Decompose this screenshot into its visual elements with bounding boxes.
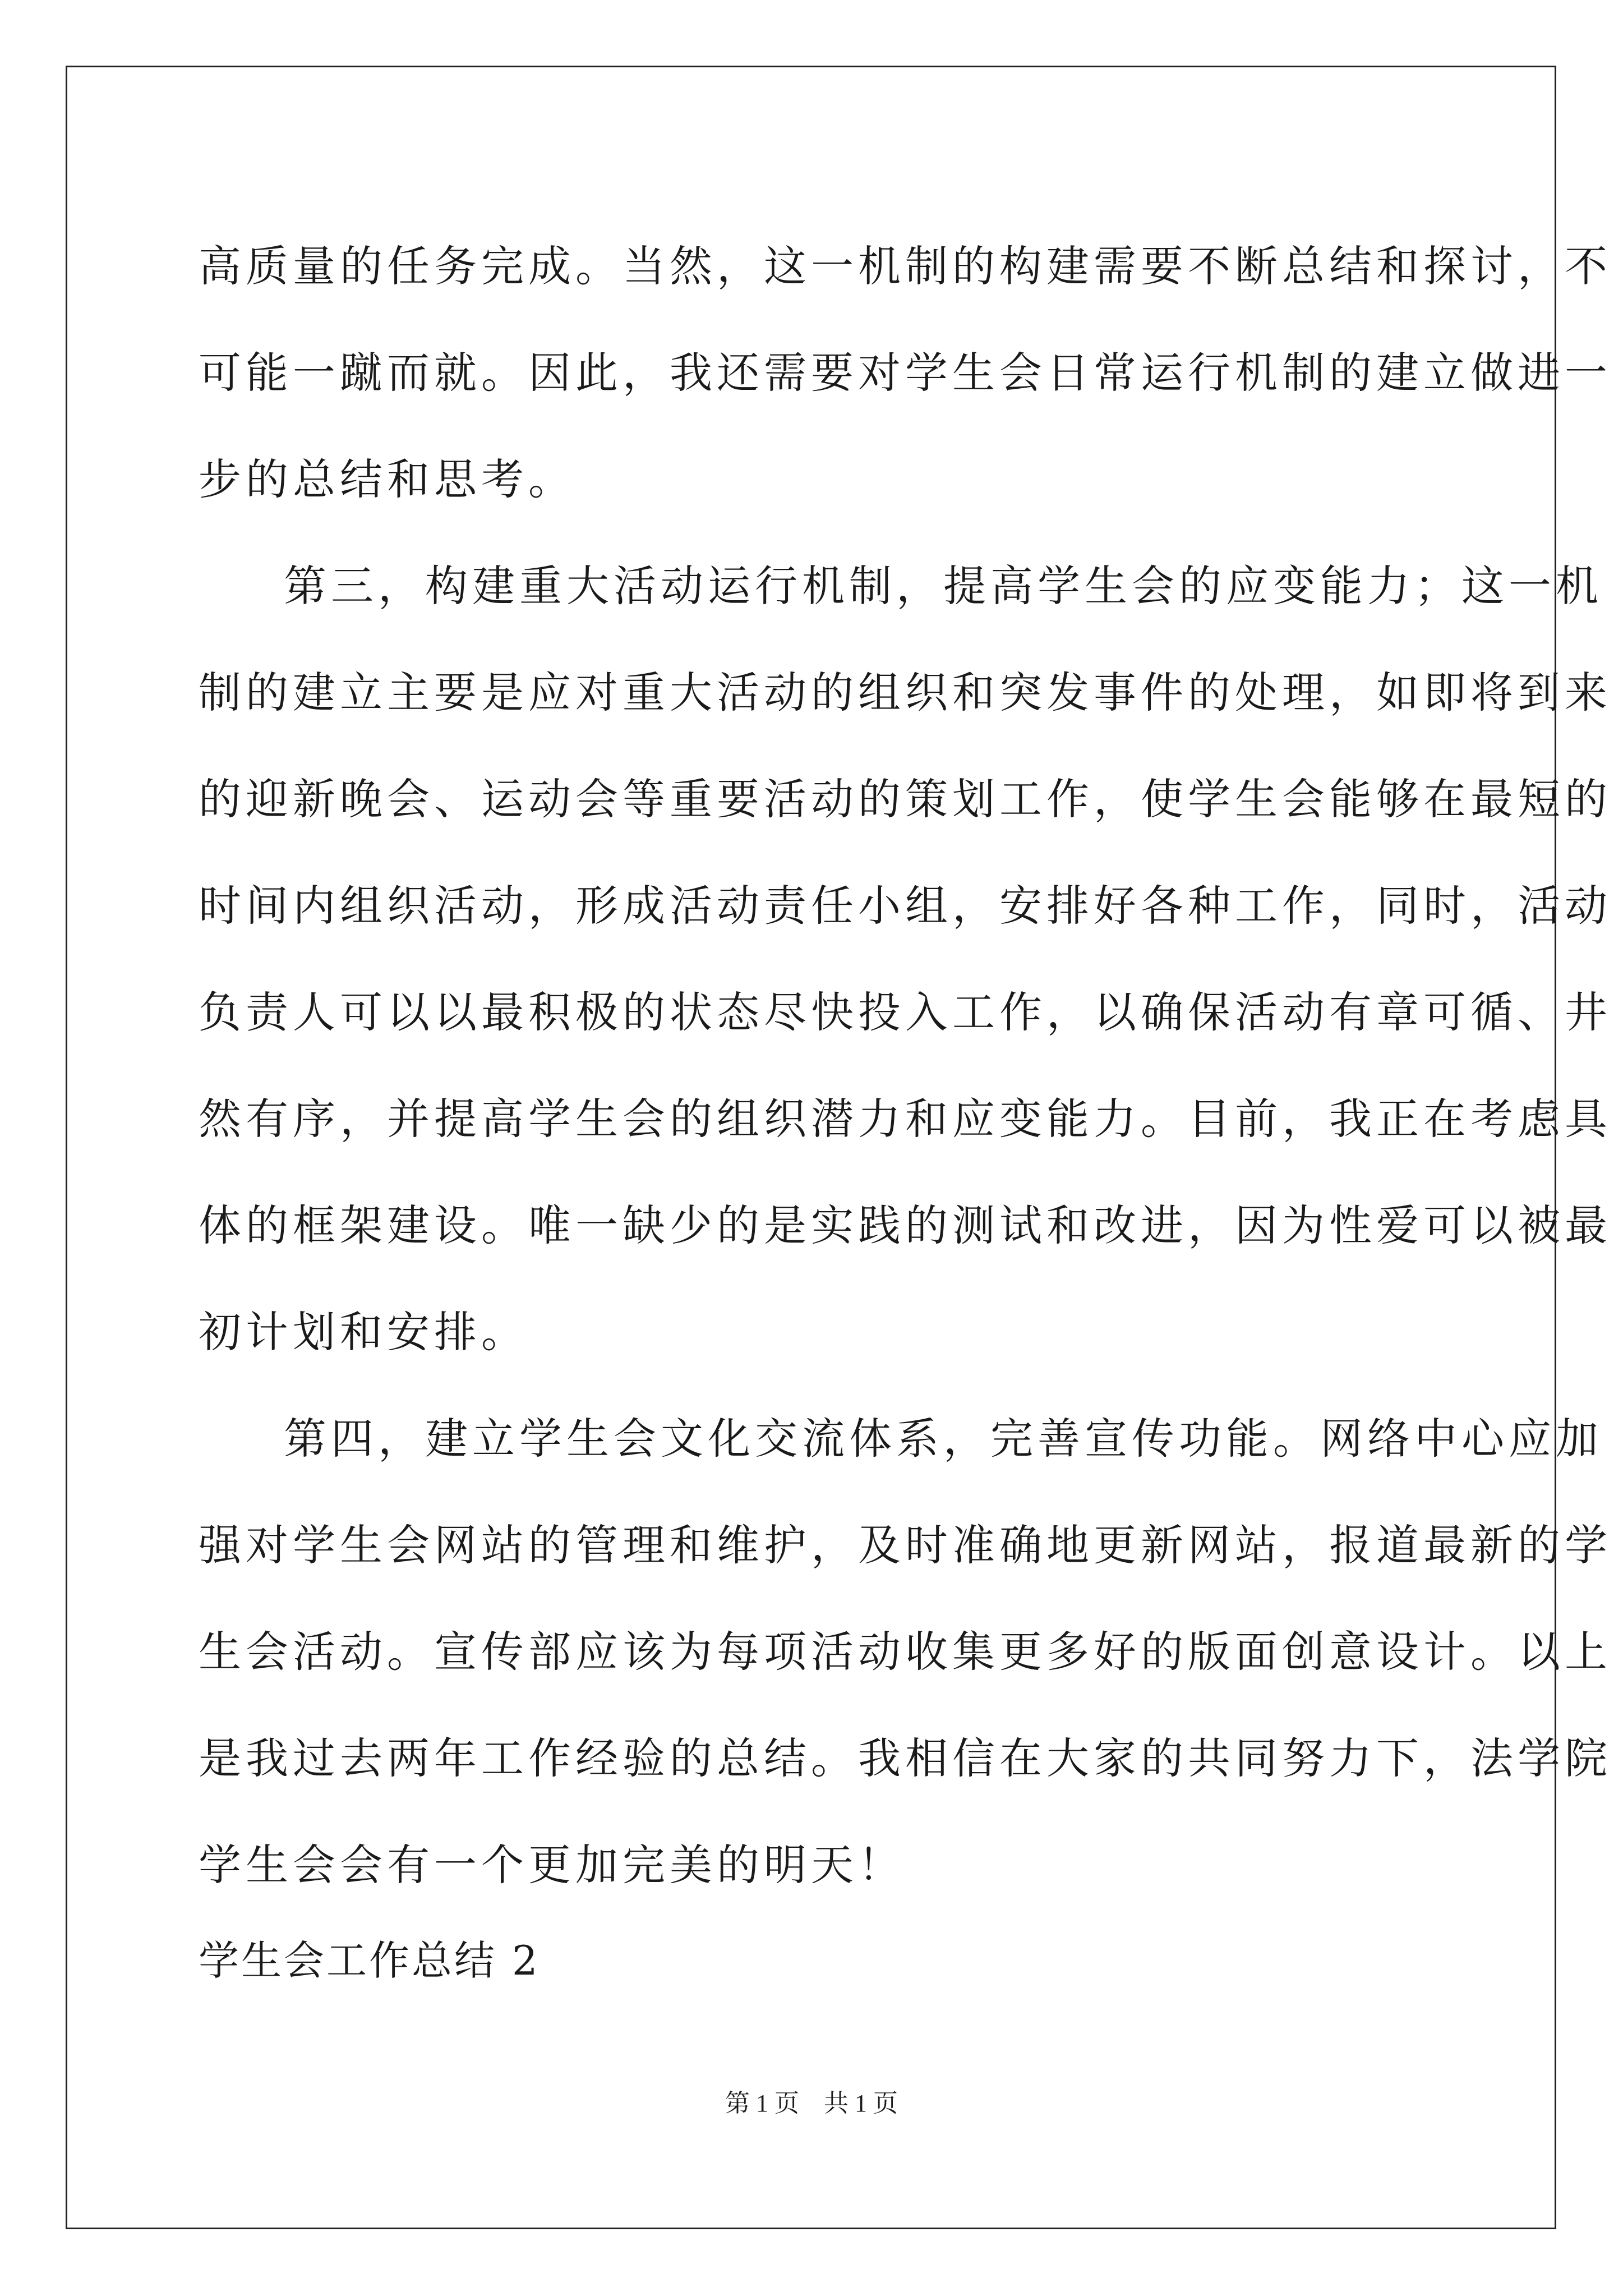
text-line: 强对学生会网站的管理和维护，及时准确地更新网站，报道最新的学 <box>199 1520 1612 1570</box>
text-line: 步的总结和思考。 <box>199 454 575 504</box>
text-line: 负责人可以以最积极的状态尽快投入工作，以确保活动有章可循、井 <box>199 987 1612 1037</box>
paragraph-2 <box>199 533 1612 1386</box>
text-line: 制的建立主要是应对重大活动的组织和突发事件的处理，如即将到来 <box>199 668 1612 717</box>
text-line: 是我过去两年工作经验的总结。我相信在大家的共同努力下，法学院 <box>199 1733 1612 1783</box>
document-body <box>199 213 1612 2003</box>
text-line: 高质量的任务完成。当然，这一机制的构建需要不断总结和探讨，不 <box>199 241 1612 291</box>
paragraph-1 <box>199 213 1612 533</box>
text-line: 初计划和安排。 <box>199 1307 528 1357</box>
text-line: 的迎新晚会、运动会等重要活动的策划工作，使学生会能够在最短的 <box>199 774 1612 824</box>
text-line: 然有序，并提高学生会的组织潜力和应变能力。目前，我正在考虑具 <box>199 1094 1612 1144</box>
text-line: 生会活动。宣传部应该为每项活动收集更多好的版面创意设计。以上 <box>199 1627 1612 1677</box>
text-line: 第四，建立学生会文化交流体系，完善宣传功能。网络中心应加 <box>284 1414 1603 1464</box>
text-line: 第三，构建重大活动运行机制，提高学生会的应变能力；这一机 <box>284 561 1603 611</box>
text-line: 体的框架建设。唯一缺少的是实践的测试和改进，因为性爱可以被最 <box>199 1200 1612 1250</box>
text-line: 学生会会有一个更加完美的明天！ <box>199 1840 905 1890</box>
paragraph-3 <box>199 1386 1612 1918</box>
page-number-footer: 第 1 页 共 1 页 <box>725 2090 898 2117</box>
text-line: 时间内组织活动，形成活动责任小组，安排好各种工作，同时，活动 <box>199 881 1612 931</box>
text-line: 可能一蹴而就。因此，我还需要对学生会日常运行机制的建立做进一 <box>199 348 1612 398</box>
section-heading: 学生会工作总结 2 <box>199 1937 540 1984</box>
